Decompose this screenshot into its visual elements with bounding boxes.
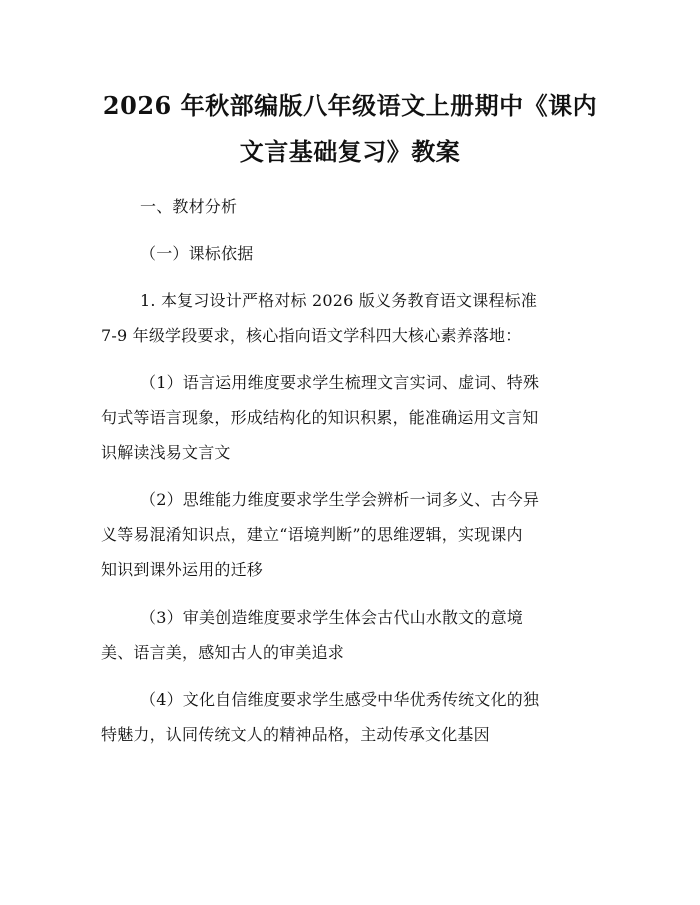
- paragraph-4-line-2: 美、语言美，感知古人的审美追求: [101, 643, 345, 662]
- paragraph-2-line-2: 句式等语言现象，形成结构化的知识积累，能准确运用文言知: [101, 408, 539, 427]
- paragraph-2-line-1: （1）语言运用维度要求学生梳理文言实词、虚词、特殊: [140, 373, 540, 392]
- paragraph-3-line-3: 知识到课外运用的迁移: [101, 560, 264, 579]
- section-heading-2: （一）课标依据: [140, 244, 254, 263]
- paragraph-3-line-1: （2）思维能力维度要求学生学会辨析一词多义、古今异: [140, 490, 540, 509]
- paragraph-5-line-2: 特魅力，认同传统文人的精神品格，主动传承文化基因: [101, 725, 490, 744]
- paragraph-3-line-2: 义等易混淆知识点，建立“语境判断”的思维逻辑，实现课内: [101, 525, 523, 544]
- paragraph-2-line-3: 识解读浅易文言文: [101, 443, 231, 462]
- document-title-line-1: 2026 年秋部编版八年级语文上册期中《课内: [102, 91, 598, 120]
- document-title-line-2: 文言基础复习》教案: [239, 137, 461, 166]
- paragraph-1-line-2: 7-9 年级学段要求，核心指向语文学科四大核心素养落地：: [101, 326, 522, 345]
- section-heading-1: 一、教材分析: [140, 197, 238, 216]
- paragraph-4-line-1: （3）审美创造维度要求学生体会古代山水散文的意境: [140, 608, 523, 627]
- paragraph-5-line-1: （4）文化自信维度要求学生感受中华优秀传统文化的独: [140, 690, 540, 709]
- paragraph-1-line-1: 1. 本复习设计严格对标 2026 版义务教育语文课程标准: [140, 291, 538, 310]
